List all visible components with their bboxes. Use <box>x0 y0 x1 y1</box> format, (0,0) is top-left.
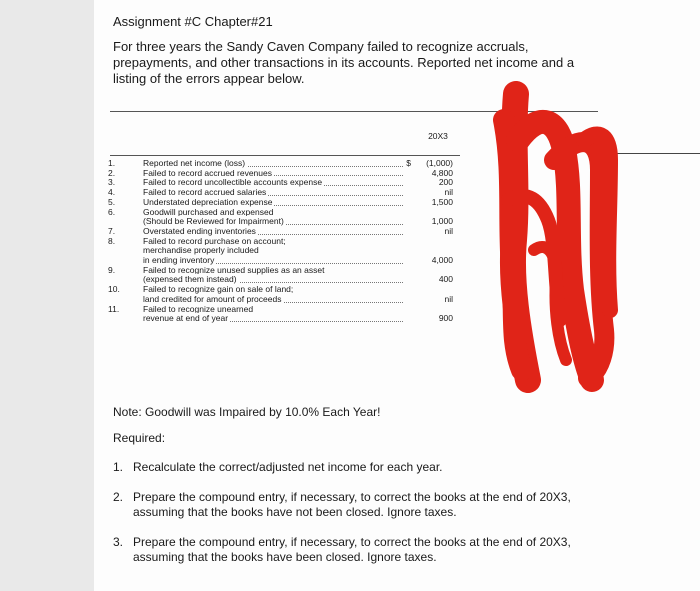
requirement-text: Recalculate the correct/adjusted net income for each year. <box>133 460 443 474</box>
error-number: 8. <box>108 235 116 246</box>
document-title: Assignment #C Chapter#21 <box>113 14 273 29</box>
error-row <box>108 266 463 285</box>
error-line <box>143 314 463 324</box>
error-description: Failed to record accrued salaries <box>143 187 267 198</box>
error-description: Goodwill purchased and expensed <box>143 206 274 217</box>
error-amount: 4,800 <box>431 167 453 178</box>
error-description: revenue at end of year <box>143 313 229 324</box>
required-heading: Required: <box>113 431 166 445</box>
error-list <box>108 159 463 324</box>
requirement-number: 3. <box>113 535 124 549</box>
error-description: in ending inventory <box>143 255 215 266</box>
error-number: 10. <box>108 284 120 295</box>
error-amount: 1,500 <box>431 196 453 207</box>
error-number: 6. <box>108 206 116 217</box>
error-description: Failed to recognize unused supplies as an asset <box>143 264 325 275</box>
error-row <box>108 208 463 227</box>
error-number: 4. <box>108 187 116 198</box>
error-description: Failed to recognize gain on sale of land; <box>143 284 294 295</box>
error-description: Understated depreciation expense <box>143 196 273 207</box>
requirement-list <box>113 460 593 580</box>
error-description: Failed to record accrued revenues <box>143 167 272 178</box>
error-description: Failed to record purchase on account; <box>143 235 286 246</box>
error-row <box>108 285 463 304</box>
error-description: (expensed them instead) <box>143 274 237 285</box>
error-description: Overstated ending inventories <box>143 225 256 236</box>
error-row <box>108 305 463 324</box>
dollar-sign: $ <box>406 158 411 168</box>
error-number: 3. <box>108 177 116 188</box>
requirement-item <box>113 460 593 475</box>
error-number: 1. <box>108 158 116 168</box>
requirement-text: Prepare the compound entry, if necessary, to correct the books at the end of 20X3, assuming that the books have not been closed. Ignore taxes. <box>133 490 571 519</box>
error-amount: 400 <box>438 274 453 285</box>
requirement-number: 1. <box>113 460 124 474</box>
red-redaction-scribble <box>488 80 618 400</box>
error-row <box>108 237 463 266</box>
requirement-item <box>113 490 593 520</box>
table-header-rule <box>110 155 460 156</box>
error-amount: 4,000 <box>431 255 453 266</box>
intro-paragraph: For three years the Sandy Caven Company failed to recognize accruals, prepayments, and other transactions in its accounts. Reported net income and a listing of the errors appear below. <box>113 39 575 86</box>
error-amount: 900 <box>438 313 453 324</box>
error-description: land credited for amount of proceeds <box>143 293 282 304</box>
error-description: merchandise properly included <box>143 245 259 256</box>
error-description: Failed to recognize unearned <box>143 303 254 314</box>
goodwill-note: Note: Goodwill was Impaired by 10.0% Each Year! <box>113 405 381 419</box>
error-amount: nil <box>444 187 453 198</box>
requirement-item <box>113 535 593 565</box>
error-amount: 1,000 <box>431 216 453 227</box>
requirement-number: 2. <box>113 490 124 504</box>
error-number: 2. <box>108 167 116 178</box>
error-description: (Should be Reviewed for Impairment) <box>143 216 284 227</box>
error-number: 7. <box>108 225 116 236</box>
error-amount: (1,000) <box>426 158 453 168</box>
requirement-text: Prepare the compound entry, if necessary, to correct the books at the end of 20X3, assuming that the books have been closed. Ignore taxes. <box>133 535 571 564</box>
error-amount: 200 <box>438 177 453 188</box>
error-number: 5. <box>108 196 116 207</box>
error-number: 11. <box>108 303 120 314</box>
error-amount: nil <box>444 225 453 236</box>
error-description: Failed to record uncollectible accounts expense <box>143 177 323 188</box>
error-description: Reported net income (loss) <box>143 158 246 168</box>
column-header-20x3: 20X3 <box>428 131 448 141</box>
error-number: 9. <box>108 264 116 275</box>
error-amount: nil <box>444 293 453 304</box>
